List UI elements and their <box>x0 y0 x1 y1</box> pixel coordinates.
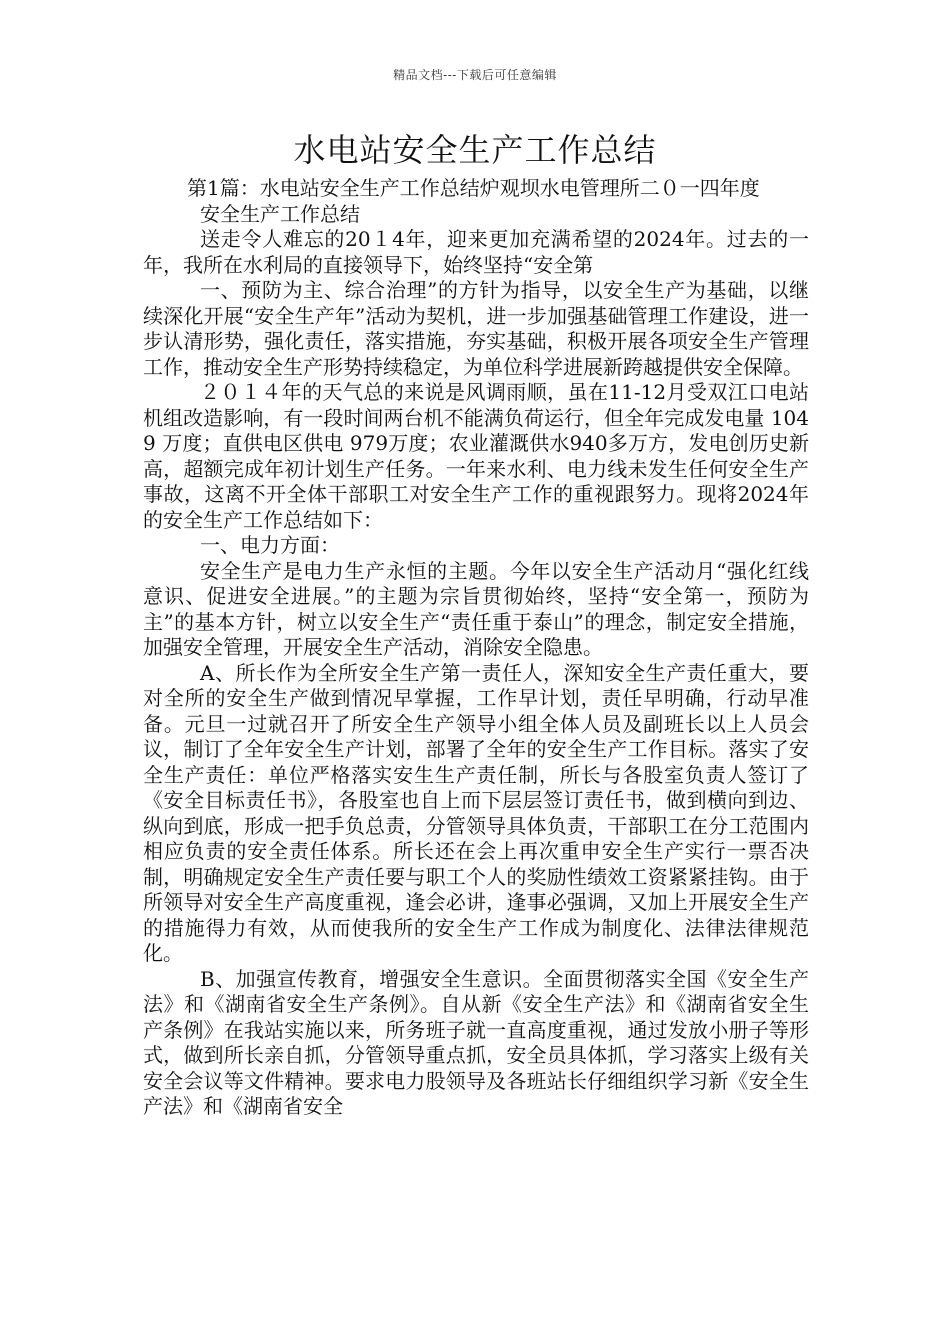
paragraph: 送走令人难忘的20１4年，迎来更加充满希望的2024年。过去的一年，我所在水利局的直接领导下，始终坚持“安全第 <box>143 227 809 277</box>
paragraph-heading: 安全生产工作总结 <box>200 201 360 226</box>
paragraph: B、加强宣传教育，增强安全生意识。全面贯彻落实全国《安全生产法》和《湖南省安全生产条例》。自从新《安全生产法》和《湖南省安全生产条例》在我站实施以来，所务班子就一直高度重视，通过发放小册子等形式，做到所长亲自抓，分管领导重点抓，安全员具体抓，学习落实上级有关安全会议等文件精神。要求电力股领导及各班站长仔细组织学习新《安全生产法》和《湖南省安全 <box>143 966 809 1118</box>
document-body <box>143 176 809 1120</box>
paragraph: 一、预防为主、综合治理”的方针为指导，以安全生产为基础，以继续深化开展“安全生产年”活动为契机，进一步加强基础管理工作建设，进一步认清形势，强化责任，落实措施，夯实基础，积极开展各项安全生产管理工作，推动安全生产形势持续稳定，为单位科学进展新跨越提供安全保障。 <box>143 278 809 379</box>
document-title: 水电站安全生产工作总结 <box>293 131 657 169</box>
section-heading: 一、电力方面： <box>200 533 340 557</box>
paragraph: A、所长作为全所安全生产第一责任人，深知安全生产责任重大，要对全所的安全生产做到情况早掌握，工作早计划，责任早明确，行动早准备。元旦一过就召开了所安全生产领导小组全体人员及副班长以上人员会议，制订了全年安全生产计划，部署了全年的安全生产工作目标。落实了安全生产责任：单位严格落实安生生产责任制，所长与各股室负责人签订了《安全目标责任书》，各股室也自上而下层层签订责任书，做到横向到边、纵向到底，形成一把手负总责，分管领导具体负责，干部职工在分工范围内相应负责的安全责任体系。所长还在会上再次重申安全生产实行一票否决制，明确规定安全生产责任要与职工个人的奖励性绩效工资紧紧挂钩。由于所领导对安全生产高度重视，逢会必讲，逢事必强调，又加上开展安全生产的措施得力有效，从而使我所的安全生产工作成为制度化、法律法律规范化。 <box>143 660 809 965</box>
paragraph: 安全生产是电力生产永恒的主题。今年以安全生产活动月“强化红线意识、促进安全进展。”的主题为宗旨贯彻始终，坚持“安全第一，预防为主”的基本方针，树立以安全生产“责任重于泰山”的理念，制定安全措施，加强安全管理，开展安全生产活动，消除安全隐患。 <box>143 558 809 659</box>
page-header-watermark: 精品文档---下载后可任意编辑 <box>393 68 557 82</box>
paragraph: ２０１４年的天气总的来说是风调雨顺，虽在11-12月受双江口电站机组改造影响，有一段时间两台机不能满负荷运行，但全年完成发电量 1049 万度；直供电区供电 979万度；农业灌溉供水940多万方，发电创历史新高，超额完成年初计划生产任务。一年来水利、电力线未发生任何安全生产事故，这离不开全体干部职工对安全生产工作的重视跟努力。现将2024年的安全生产工作总结如下： <box>143 380 809 532</box>
paragraph-subtitle: 第1篇：水电站安全生产工作总结炉观坝水电管理所二０一四年度 <box>187 176 760 200</box>
